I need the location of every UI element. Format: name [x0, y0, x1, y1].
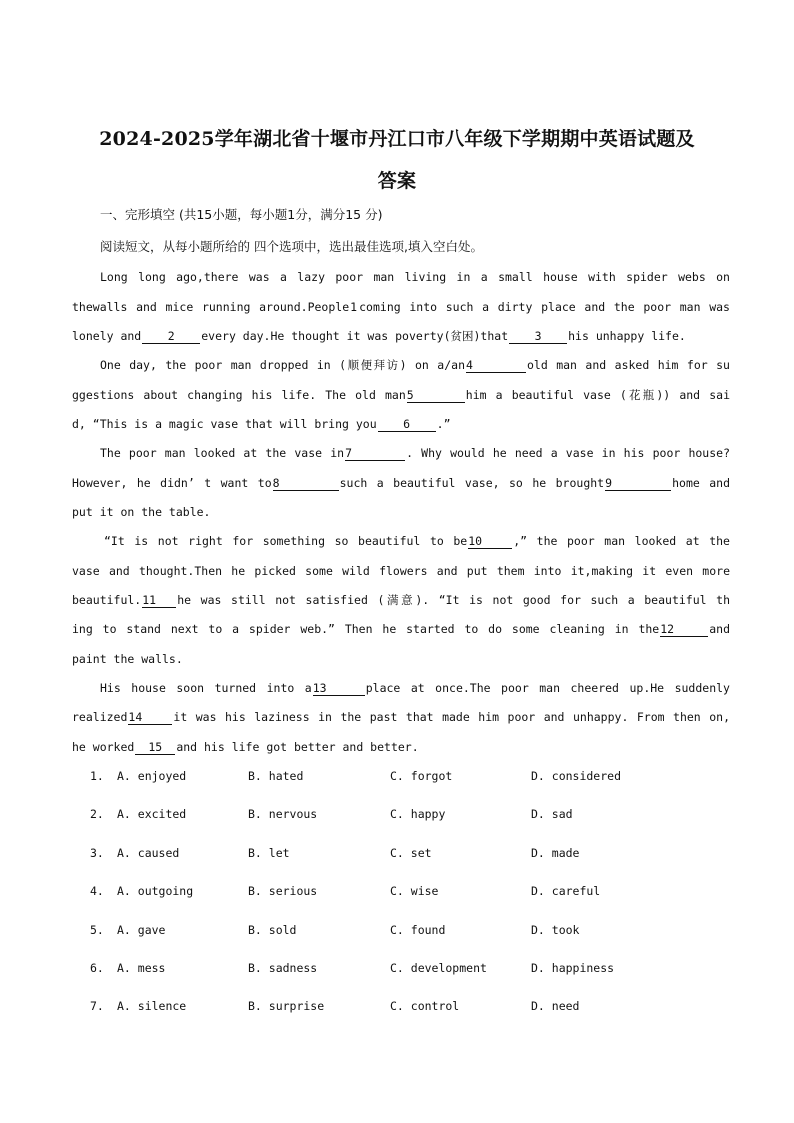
- option-d[interactable]: D. made: [531, 846, 580, 860]
- option-b[interactable]: B. sadness: [248, 961, 318, 975]
- passage-line: ing to stand next to a spider web.” Then he started to do some cleaning in the12 and: [72, 622, 730, 636]
- option-c[interactable]: C. control: [390, 999, 460, 1013]
- blank-14[interactable]: 14: [128, 710, 172, 725]
- page-title: [60, 118, 734, 202]
- option-b[interactable]: B. nervous: [248, 807, 318, 821]
- blank-15[interactable]: 15: [135, 740, 175, 755]
- question-number: 3.: [90, 846, 104, 860]
- passage-line: paint the walls.: [72, 652, 183, 666]
- option-a[interactable]: A. enjoyed: [117, 769, 187, 783]
- option-c[interactable]: C. forgot: [390, 769, 453, 783]
- question-number: 4.: [90, 884, 104, 898]
- question-number: 7.: [90, 999, 104, 1013]
- question-number: 2.: [90, 807, 104, 821]
- option-a[interactable]: A. excited: [117, 807, 187, 821]
- blank-8[interactable]: 8: [273, 476, 339, 491]
- passage-line: he worked 15 and his life got better and better.: [72, 740, 419, 754]
- option-c[interactable]: C. wise: [390, 884, 439, 898]
- option-d[interactable]: D. need: [531, 999, 580, 1013]
- option-a[interactable]: A. mess: [117, 961, 166, 975]
- section-heading: 一、完形填空 (共15小题，每小题1分，满分15 分): [100, 207, 383, 222]
- passage-line: put it on the table.: [72, 505, 211, 519]
- question-number: 5.: [90, 923, 104, 937]
- passage-line: d, “This is a magic vase that will bring you 6 .”: [72, 417, 451, 431]
- blank-2[interactable]: 2: [142, 329, 200, 344]
- passage-line: vase and thought.Then he picked some wild flowers and put them into it,making it even more: [72, 564, 730, 578]
- passage-line: The poor man looked at the vase in7 . Why would he need a vase in his poor house?: [100, 446, 730, 460]
- option-b[interactable]: B. hated: [248, 769, 304, 783]
- passage-line: thewalls and mice running around.People1 coming into such a dirty place and the poor man was: [72, 300, 730, 314]
- question-number: 1.: [90, 769, 104, 783]
- passage-line: Long long ago,there was a lazy poor man living in a small house with spider webs on: [100, 270, 730, 284]
- section-instruction: 阅读短文，从每小题所给的 四个选项中，选出最佳选项,填入空白处。: [100, 239, 483, 254]
- blank-7[interactable]: 7: [345, 446, 405, 461]
- passage-line: lonely and 2 every day.He thought it was poverty(贫困)that 3 his unhappy life.: [72, 329, 686, 343]
- passage-line: ggestions about changing his life. The old man5 him a beautiful vase (花瓶)) and sai: [72, 388, 730, 402]
- option-b[interactable]: B. sold: [248, 923, 297, 937]
- blank-5[interactable]: 5: [407, 388, 465, 403]
- blank-10[interactable]: 10: [468, 534, 512, 549]
- blank-6[interactable]: 6: [378, 417, 436, 432]
- option-a[interactable]: A. silence: [117, 999, 187, 1013]
- passage-line: However, he didn’ t want to8 such a beautiful vase, so he brought9 home and: [72, 476, 731, 490]
- blank-13[interactable]: 13: [313, 681, 365, 696]
- option-d[interactable]: D. took: [531, 923, 580, 937]
- passage-line: realized14 it was his laziness in the past that made him poor and unhappy. From then on,: [72, 710, 730, 724]
- title-line-2: 答案: [377, 170, 417, 192]
- option-b[interactable]: B. surprise: [248, 999, 325, 1013]
- option-d[interactable]: D. considered: [531, 769, 622, 783]
- blank-4[interactable]: 4: [466, 358, 526, 373]
- option-a[interactable]: A. outgoing: [117, 884, 194, 898]
- option-b[interactable]: B. let: [248, 846, 290, 860]
- option-c[interactable]: C. set: [390, 846, 432, 860]
- passage-line: “It is not right for something so beautiful to be10 ,” the poor man looked at the: [104, 534, 730, 548]
- option-c[interactable]: C. found: [390, 923, 446, 937]
- option-c[interactable]: C. development: [390, 961, 487, 975]
- blank-9[interactable]: 9: [605, 476, 671, 491]
- passage-line: One day, the poor man dropped in (顺便拜访) on a/an4 old man and asked him for su: [100, 358, 730, 372]
- passage-line: beautiful.11 he was still not satisfied (满意). “It is not good for such a beautiful th: [72, 593, 730, 607]
- option-b[interactable]: B. serious: [248, 884, 318, 898]
- blank-1[interactable]: 1: [350, 300, 358, 314]
- passage-line: His house soon turned into a13 place at once.The poor man cheered up.He suddenly: [100, 681, 730, 695]
- option-d[interactable]: D. careful: [531, 884, 601, 898]
- option-a[interactable]: A. gave: [117, 923, 166, 937]
- question-number: 6.: [90, 961, 104, 975]
- option-c[interactable]: C. happy: [390, 807, 446, 821]
- blank-12[interactable]: 12: [660, 622, 708, 637]
- title-line-1: 2024-2025学年湖北省十堰市丹江口市八年级下学期期中英语试题及: [99, 128, 695, 150]
- blank-11[interactable]: 11: [142, 593, 176, 608]
- option-d[interactable]: D. happiness: [531, 961, 615, 975]
- option-a[interactable]: A. caused: [117, 846, 180, 860]
- blank-3[interactable]: 3: [509, 329, 567, 344]
- option-d[interactable]: D. sad: [531, 807, 573, 821]
